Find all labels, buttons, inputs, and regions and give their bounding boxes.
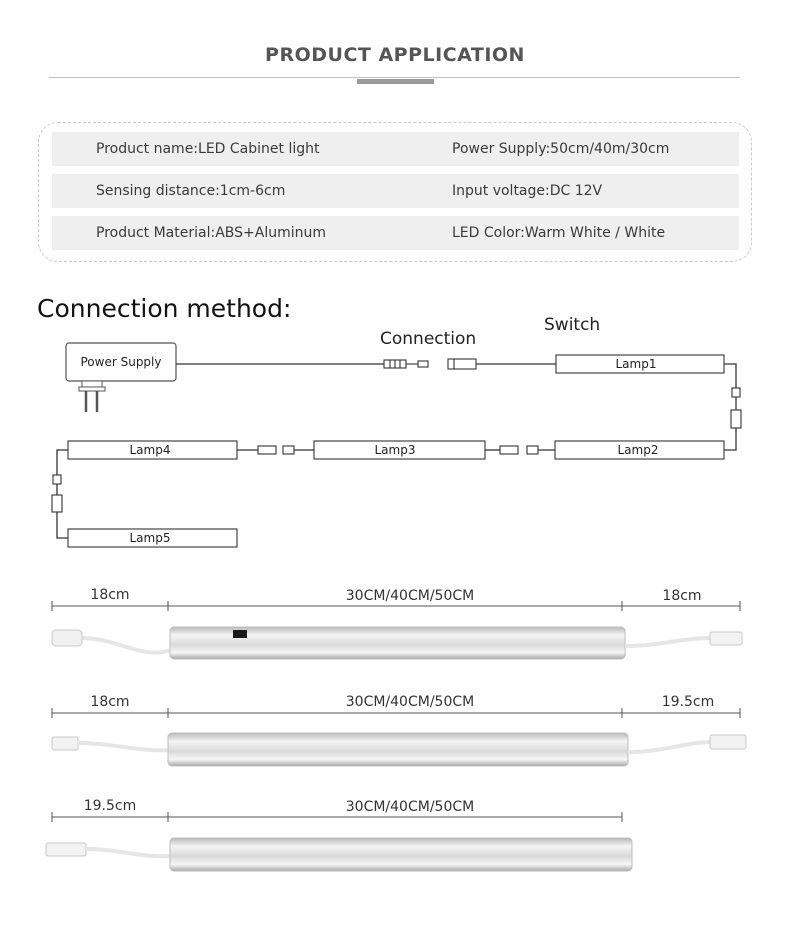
connection-method-title: Connection method: (37, 294, 292, 323)
connectors (52, 359, 741, 512)
power-supply-label: Power Supply (80, 355, 162, 369)
dim-row1-middle: 30CM/40CM/50CM (345, 588, 475, 604)
spec-input-voltage: Input voltage:DC 12V (452, 183, 603, 199)
connection-label: Connection (380, 329, 477, 349)
dim-row2-left: 18cm (90, 694, 130, 710)
product-bar-switch-variant (52, 627, 742, 659)
switch-label: Switch (544, 315, 601, 335)
lamp3-label: Lamp3 (374, 443, 416, 457)
lamp5-label: Lamp5 (129, 531, 171, 545)
product-bar-middle-variant (52, 733, 746, 766)
product-bar-end-variant (46, 838, 632, 871)
dim-row1-right: 18cm (662, 588, 702, 604)
lamp4-label: Lamp4 (129, 443, 171, 457)
spec-sensing-distance: Sensing distance:1cm-6cm (96, 183, 286, 199)
power-supply-adapter (66, 343, 176, 412)
dim-row2-right: 19.5cm (661, 694, 715, 710)
dim-row3-middle: 30CM/40CM/50CM (345, 799, 475, 815)
dim-row2-middle: 30CM/40CM/50CM (345, 694, 475, 710)
spec-product-name: Product name:LED Cabinet light (96, 141, 320, 157)
lamp1-label: Lamp1 (615, 357, 657, 371)
spec-material: Product Material:ABS+Aluminum (96, 225, 327, 241)
lamp2-label: Lamp2 (617, 443, 659, 457)
spec-led-color: LED Color:Warm White / White (452, 225, 666, 241)
section-title: PRODUCT APPLICATION (265, 44, 525, 66)
dim-row3-left: 19.5cm (83, 798, 137, 814)
spec-power-supply: Power Supply:50cm/40m/30cm (452, 141, 670, 157)
dim-row1-left: 18cm (90, 587, 130, 603)
